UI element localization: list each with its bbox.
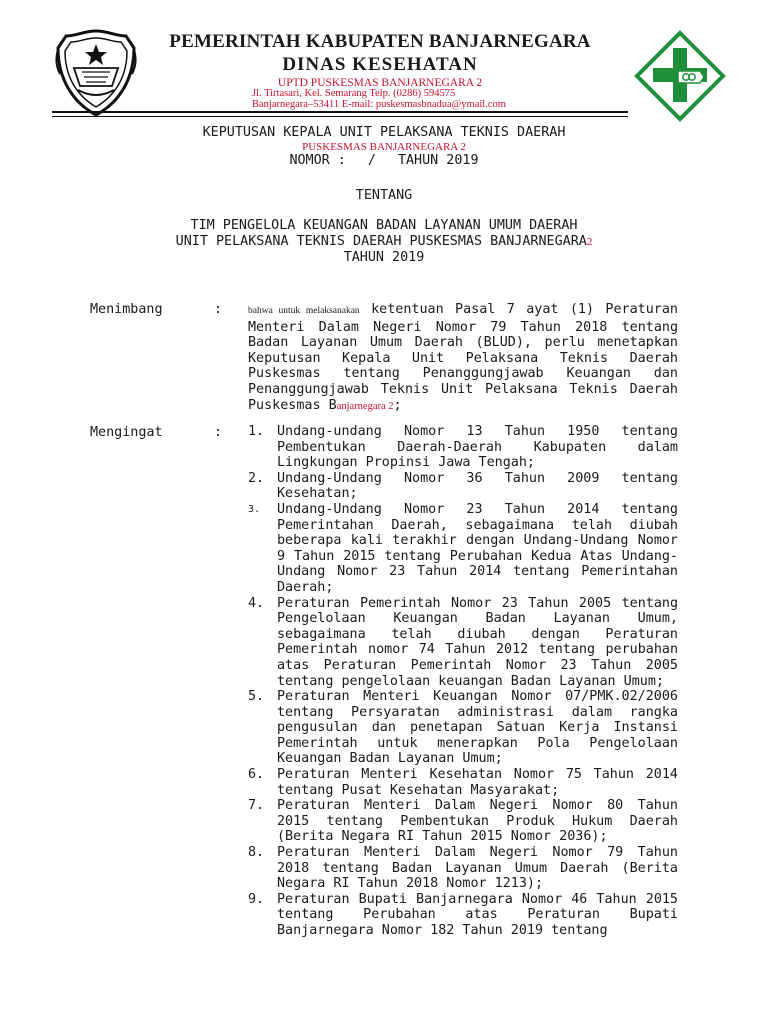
header-address: Jl. Tirtasari, Kel. Semarang Telp. (0286) 594575 <box>252 88 456 99</box>
list-item-text: Undang-undang Nomor 13 Tahun 1950 tentang Pembentukan Daerah-Daerah Kabupaten dalam Lingkungan Propinsi Jawa Tengah; <box>277 424 678 471</box>
list-item <box>244 798 678 845</box>
list-item <box>244 845 678 892</box>
list-item-number: 7. <box>248 798 265 814</box>
list-item <box>244 689 678 767</box>
list-item-text: Peraturan Bupati Banjarnegara Nomor 46 Tahun 2015 tentang Perubahan atas Peraturan Bupati Banjarnegara Nomor 182 Tahun 2019 tentang <box>277 891 678 938</box>
menimbang-text <box>248 302 678 414</box>
list-item-text: Peraturan Menteri Dalam Negeri Nomor 79 Tahun 2018 tentang Badan Layanan Umum Daerah (Berita Negara RI Tahun 2018 Nomor 1213); <box>277 845 678 892</box>
list-item-text: Peraturan Pemerintah Nomor 23 Tahun 2005 tentang Pengelolaan Keuangan Badan Layanan Umum, sebagaimana telah diubah dengan Peraturan Pemerintah nomor 74 Tahun 2012 tentang perubahan atas Peraturan Pemerintah Nomor 23 Tahun 2005 tentang pengelolaan keuangan Badan Layanan Umum; <box>277 595 678 689</box>
list-item-text: Undang-Undang Nomor 36 Tahun 2009 tentang Kesehatan; <box>277 470 678 502</box>
health-cross-icon <box>634 30 726 122</box>
list-item-number: 5. <box>248 689 265 705</box>
mengingat-colon: : <box>214 425 223 440</box>
subject-line-2-suffix: 2 <box>586 236 593 248</box>
subject-line-2 <box>0 234 768 249</box>
list-item <box>244 471 678 502</box>
list-item <box>244 424 678 471</box>
nomor-year: TAHUN 2019 <box>397 153 479 168</box>
list-item-number: 3. <box>248 503 261 515</box>
header-government: PEMERINTAH KABUPATEN BANJARNEGARA <box>169 31 591 52</box>
header-contact: Banjarnegara–53411 E-mail: puskesmasbnadua@ymail.com <box>252 99 506 110</box>
nomor-label: NOMOR : <box>289 153 346 168</box>
subject-line-3: TAHUN 2019 <box>343 250 425 265</box>
menimbang-body: ketentuan Pasal 7 ayat (1) Peraturan Menteri Dalam Negeri Nomor 79 Tahun 2018 tentang Badan Layanan Umum Daerah (BLUD), perlu menetapkan Keputusan Kepala Unit Pelaksana Teknis Daerah Puskesmas tentang Penanggungjawab Keuangan dan Penanggungjawab Teknis Unit Pelaksana Teknis Daerah Puskesmas B <box>248 302 678 413</box>
list-item-number: 4. <box>248 595 265 611</box>
list-item-text: Peraturan Menteri Dalam Negeri Nomor 80 Tahun 2015 tentang Pembentukan Produk Hukum Daerah (Berita Negara RI Tahun 2015 Nomor 2036); <box>277 798 678 845</box>
list-item-text: Peraturan Menteri Keuangan Nomor 07/PMK.02/2006 tentang Persyaratan administrasi dalam rangka pengusulan dan penetapan Satuan Kerja Instansi Pemerintah untuk menerapkan Pola Pengelolaan Keuangan Badan Layanan Umum; <box>277 689 678 767</box>
list-item-number: 8. <box>248 845 265 861</box>
menimbang-tail: anjarnegara 2 <box>336 400 394 412</box>
list-item-number: 1. <box>248 424 265 439</box>
mengingat-list <box>244 424 678 939</box>
subject-line-1: TIM PENGELOLA KEUANGAN BADAN LAYANAN UMUM DAERAH <box>190 218 578 233</box>
list-item <box>244 596 678 690</box>
header-divider-thick <box>52 111 628 113</box>
list-item <box>244 767 678 798</box>
decision-number <box>0 153 768 168</box>
list-item-text: Peraturan Menteri Kesehatan Nomor 75 Tahun 2014 tentang Pusat Kesehatan Masyarakat; <box>277 767 678 798</box>
list-item-number: 6. <box>248 767 265 783</box>
header-department: DINAS KESEHATAN <box>282 54 478 75</box>
regency-crest-icon <box>54 28 138 118</box>
list-item <box>244 892 678 939</box>
menimbang-end: ; <box>393 397 402 413</box>
menimbang-label: Menimbang <box>90 302 163 317</box>
menimbang-lead: bahwa untuk melaksanakan <box>248 306 360 316</box>
nomor-slash: / <box>367 153 376 168</box>
tentang-heading: TENTANG <box>355 188 413 203</box>
decision-title: KEPUTUSAN KEPALA UNIT PELAKSANA TEKNIS DAERAH <box>202 125 566 140</box>
menimbang-colon: : <box>214 302 223 317</box>
subject-line-2-text: UNIT PELAKSANA TEKNIS DAERAH PUSKESMAS BANJARNEGARA <box>175 234 587 249</box>
decision-subtitle: PUSKESMAS BANJARNEGARA 2 <box>302 141 466 153</box>
list-item-text: Undang-Undang Nomor 23 Tahun 2014 tentang Pemerintahan Daerah, sebagaimana telah diubah beberapa kali terakhir dengan Undang-Undang Nomor 9 Tahun 2015 tentang Perubahan Kedua Atas Undang-Undang Nomor 23 Tahun 2014 tentang Pemerintahan Daerah; <box>277 501 678 595</box>
list-item-number: 2. <box>248 470 265 486</box>
list-item-number: 9. <box>248 891 265 907</box>
header-unit: UPTD PUSKESMAS BANJARNEGARA 2 <box>277 77 483 89</box>
header-divider-thin <box>52 116 628 117</box>
list-item <box>244 502 678 596</box>
mengingat-label: Mengingat <box>90 425 163 440</box>
